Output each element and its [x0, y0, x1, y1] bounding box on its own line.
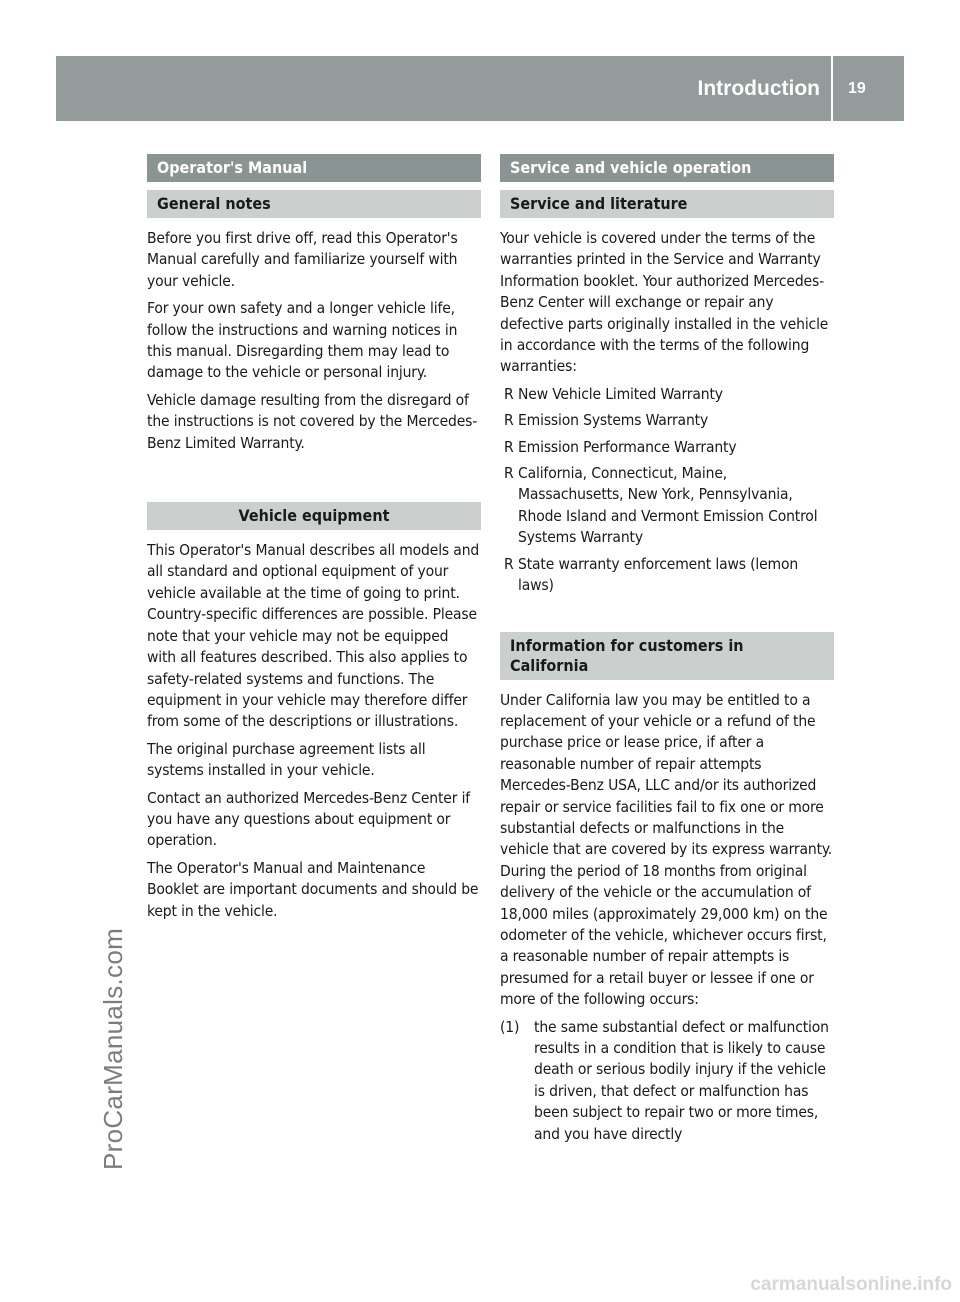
- item-number: (1): [500, 1017, 520, 1036]
- subheading-california: Information for customers in California: [500, 632, 834, 680]
- bullet-mark: R: [504, 554, 514, 573]
- paragraph: Vehicle damage resulting from the disregard of the instructions is not covered by the Mercedes-Benz Limited Warranty.: [147, 390, 478, 452]
- bullet-mark: R: [504, 464, 514, 483]
- section-title-operators-manual: Operator's Manual: [147, 154, 481, 182]
- paragraph: Contact an authorized Mercedes-Benz Center if you have any questions about equipment or operation.: [147, 788, 471, 850]
- chapter-title: Introduction: [697, 77, 820, 100]
- paragraph: The original purchase agreement lists all systems installed in your vehicle.: [147, 739, 426, 780]
- page-number: 19: [848, 80, 866, 97]
- numbered-item: (1) the same substantial defect or malfunction results in a condition that is likely to cause death or serious bodily injury if the vehicle is driven, that defect or malfunction has been subject to repair two or more times, and you have directly: [500, 1017, 829, 1143]
- paragraph: The Operator's Manual and Maintenance Booklet are important documents and should be kept in the vehicle.: [147, 858, 479, 920]
- list-item: R Emission Systems Warranty: [500, 410, 834, 431]
- list-item: R California, Connecticut, Maine, Massachusetts, New York, Pennsylvania, Rhode Island and Vermont Emission Control Systems Warranty: [504, 464, 818, 547]
- subheading-vehicle-equipment: Vehicle equipment: [147, 502, 481, 530]
- bullet-mark: R: [504, 411, 514, 430]
- paragraph: This Operator's Manual describes all models and all standard and optional equipment of your vehicle available at the time of going to print. Country-specific differences are possible. Please note that your vehicle may not be equipped with all features described. This also applies to safety-related systems and functions. The equipment in your vehicle may therefore differ from some of the descriptions or illustrations.: [147, 541, 480, 731]
- list-item: R Emission Performance Warranty: [500, 437, 834, 458]
- paragraph: Under California law you may be entitled to a replacement of your vehicle or a refund of the purchase price or lease price, if after a reasonable number of repair attempts Mercedes-Benz USA, LLC and/or its authorized repair or service facilities fail to fix one or more substantial defects or malfunctions in the vehicle that are covered by its express warranty. During the period of 18 months from original delivery of the vehicle or the accumulation of 18,000 miles (approximately 29,000 km) on the odometer of the vehicle, whichever occurs first, a reasonable number of repair attempts is presumed for a retail buyer or lessee if one or more of the following occurs:: [500, 690, 833, 1009]
- bullet-mark: R: [504, 437, 514, 456]
- list-item: R New Vehicle Limited Warranty: [500, 384, 834, 405]
- subheading-service-literature: Service and literature: [500, 190, 834, 218]
- side-watermark: ProCarManuals.com: [98, 927, 128, 1170]
- left-column: [147, 154, 481, 928]
- right-column: [500, 154, 834, 1151]
- list-item: R State warranty enforcement laws (lemon laws): [504, 554, 799, 595]
- paragraph: For your own safety and a longer vehicle life, follow the instructions and warning notices in this manual. Disregarding them may lead to damage to the vehicle or personal injury.: [147, 299, 458, 382]
- section-title-service: Service and vehicle operation: [500, 154, 834, 182]
- bullet-mark: R: [504, 384, 514, 403]
- paragraph: Your vehicle is covered under the terms of the warranties printed in the Service and Warranty Information booklet. Your authorized Mercedes-Benz Center will exchange or repair any defective parts originally installed in the vehicle in accordance with the terms of the following warranties:: [500, 229, 829, 376]
- subheading-general-notes: General notes: [147, 190, 481, 218]
- header-divider: [831, 56, 833, 121]
- bottom-watermark: carmanualsonline.info: [750, 1274, 952, 1295]
- paragraph: Before you first drive off, read this Operator's Manual carefully and familiarize yourself with your vehicle.: [147, 229, 458, 290]
